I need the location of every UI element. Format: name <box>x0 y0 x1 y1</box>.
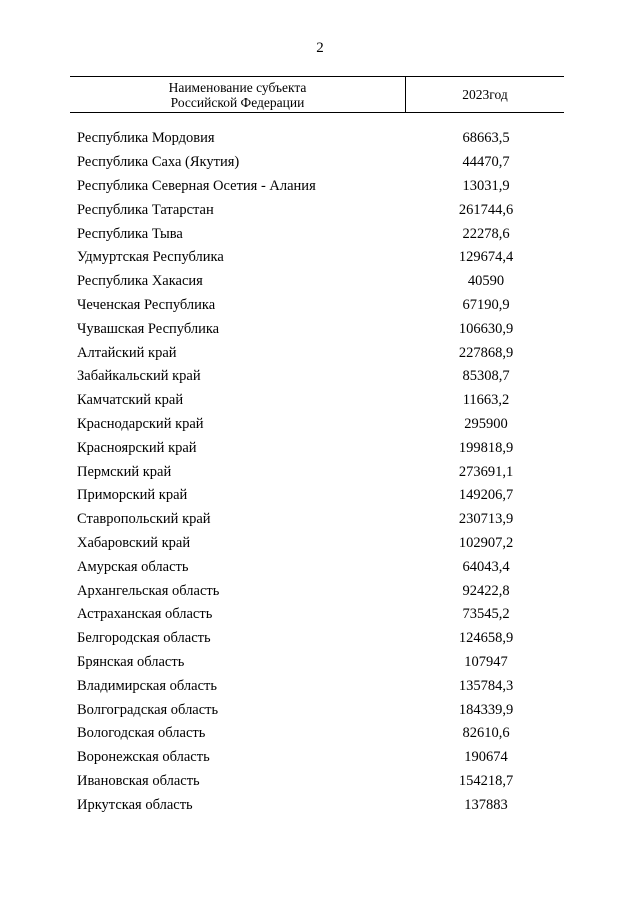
region-name: Республика Татарстан <box>77 201 214 218</box>
region-name: Красноярский край <box>77 439 197 456</box>
region-name: Белгородская область <box>77 630 211 647</box>
region-value: 102907,2 <box>458 534 514 551</box>
region-name: Алтайский край <box>77 344 177 361</box>
region-value: 184339,9 <box>458 701 514 718</box>
table-row <box>77 127 564 151</box>
region-value: 129674,4 <box>458 249 514 266</box>
region-name: Амурская область <box>77 558 189 575</box>
table-row <box>77 270 564 294</box>
region-value: 149206,7 <box>458 487 514 504</box>
region-value: 92422,8 <box>462 582 510 599</box>
region-name: Республика Северная Осетия - Алания <box>77 177 316 194</box>
table-row <box>77 222 564 246</box>
table-row <box>77 436 564 460</box>
region-value: 68663,5 <box>462 130 510 147</box>
region-name: Приморский край <box>77 487 188 504</box>
region-value: 44470,7 <box>462 154 510 171</box>
table-row <box>77 460 564 484</box>
table-header <box>70 76 564 113</box>
region-value: 13031,9 <box>462 177 510 194</box>
header-subject-name-line1: Наименование субъекта <box>168 79 307 95</box>
header-subject-name <box>70 77 406 112</box>
table-row <box>77 151 564 175</box>
table-row <box>77 246 564 270</box>
table-row <box>77 389 564 413</box>
region-name: Ставропольский край <box>77 511 211 528</box>
region-name: Архангельская область <box>77 582 220 599</box>
region-name: Чувашская Республика <box>77 320 220 337</box>
region-value: 82610,6 <box>462 725 510 742</box>
region-name: Пермский край <box>77 463 172 480</box>
region-name: Брянская область <box>77 653 185 670</box>
table-row <box>77 365 564 389</box>
region-name: Хабаровский край <box>77 534 191 551</box>
table-row <box>77 413 564 437</box>
region-value: 273691,1 <box>458 463 514 480</box>
region-value: 22278,6 <box>462 225 510 242</box>
table-body <box>77 127 564 817</box>
region-name: Республика Мордовия <box>77 130 215 147</box>
region-name: Удмуртская Республика <box>77 249 224 266</box>
header-subject-name-line2: Российской Федерации <box>170 94 305 110</box>
table-row <box>77 341 564 365</box>
table-row <box>77 722 564 746</box>
region-value: 124658,9 <box>458 630 514 647</box>
table-row <box>77 317 564 341</box>
region-value: 154218,7 <box>458 772 514 789</box>
region-name: Чеченская Республика <box>77 296 216 313</box>
region-name: Волгоградская область <box>77 701 219 718</box>
table-row <box>77 651 564 675</box>
region-value: 11663,2 <box>462 392 510 409</box>
region-value: 73545,2 <box>462 606 510 623</box>
region-value: 295900 <box>464 415 508 432</box>
table-row <box>77 770 564 794</box>
table-row <box>77 198 564 222</box>
table-row <box>77 484 564 508</box>
table-row <box>77 175 564 199</box>
region-value: 199818,9 <box>458 439 514 456</box>
region-value: 261744,6 <box>458 201 514 218</box>
region-name: Забайкальский край <box>77 368 201 385</box>
header-year: 2023год <box>462 86 508 102</box>
region-name: Ивановская область <box>77 772 200 789</box>
table-row <box>77 508 564 532</box>
region-value: 67190,9 <box>462 296 510 313</box>
page-number: 2 <box>316 40 324 56</box>
region-value: 137883 <box>464 796 508 813</box>
region-value: 85308,7 <box>462 368 510 385</box>
region-value: 230713,9 <box>458 511 514 528</box>
region-value: 106630,9 <box>458 320 514 337</box>
region-value: 227868,9 <box>458 344 514 361</box>
table-row <box>77 746 564 770</box>
table-row <box>77 793 564 817</box>
region-name: Иркутская область <box>77 796 193 813</box>
region-value: 40590 <box>467 273 505 290</box>
region-name: Республика Тыва <box>77 225 183 242</box>
region-name: Республика Хакасия <box>77 273 203 290</box>
table-row <box>77 674 564 698</box>
region-name: Владимирская область <box>77 677 217 694</box>
region-name: Вологодская область <box>77 725 206 742</box>
table-row <box>77 294 564 318</box>
table-row <box>77 603 564 627</box>
table-row <box>77 627 564 651</box>
table-row <box>77 698 564 722</box>
table-row <box>77 532 564 556</box>
region-name: Республика Саха (Якутия) <box>77 154 240 171</box>
region-value: 135784,3 <box>458 677 514 694</box>
region-name: Краснодарский край <box>77 415 204 432</box>
region-name: Камчатский край <box>77 392 184 409</box>
table-row <box>77 579 564 603</box>
table-row <box>77 555 564 579</box>
region-value: 64043,4 <box>462 558 510 575</box>
region-name: Воронежская область <box>77 749 210 766</box>
region-value: 107947 <box>464 653 508 670</box>
region-name: Астраханская область <box>77 606 213 623</box>
region-value: 190674 <box>464 749 508 766</box>
